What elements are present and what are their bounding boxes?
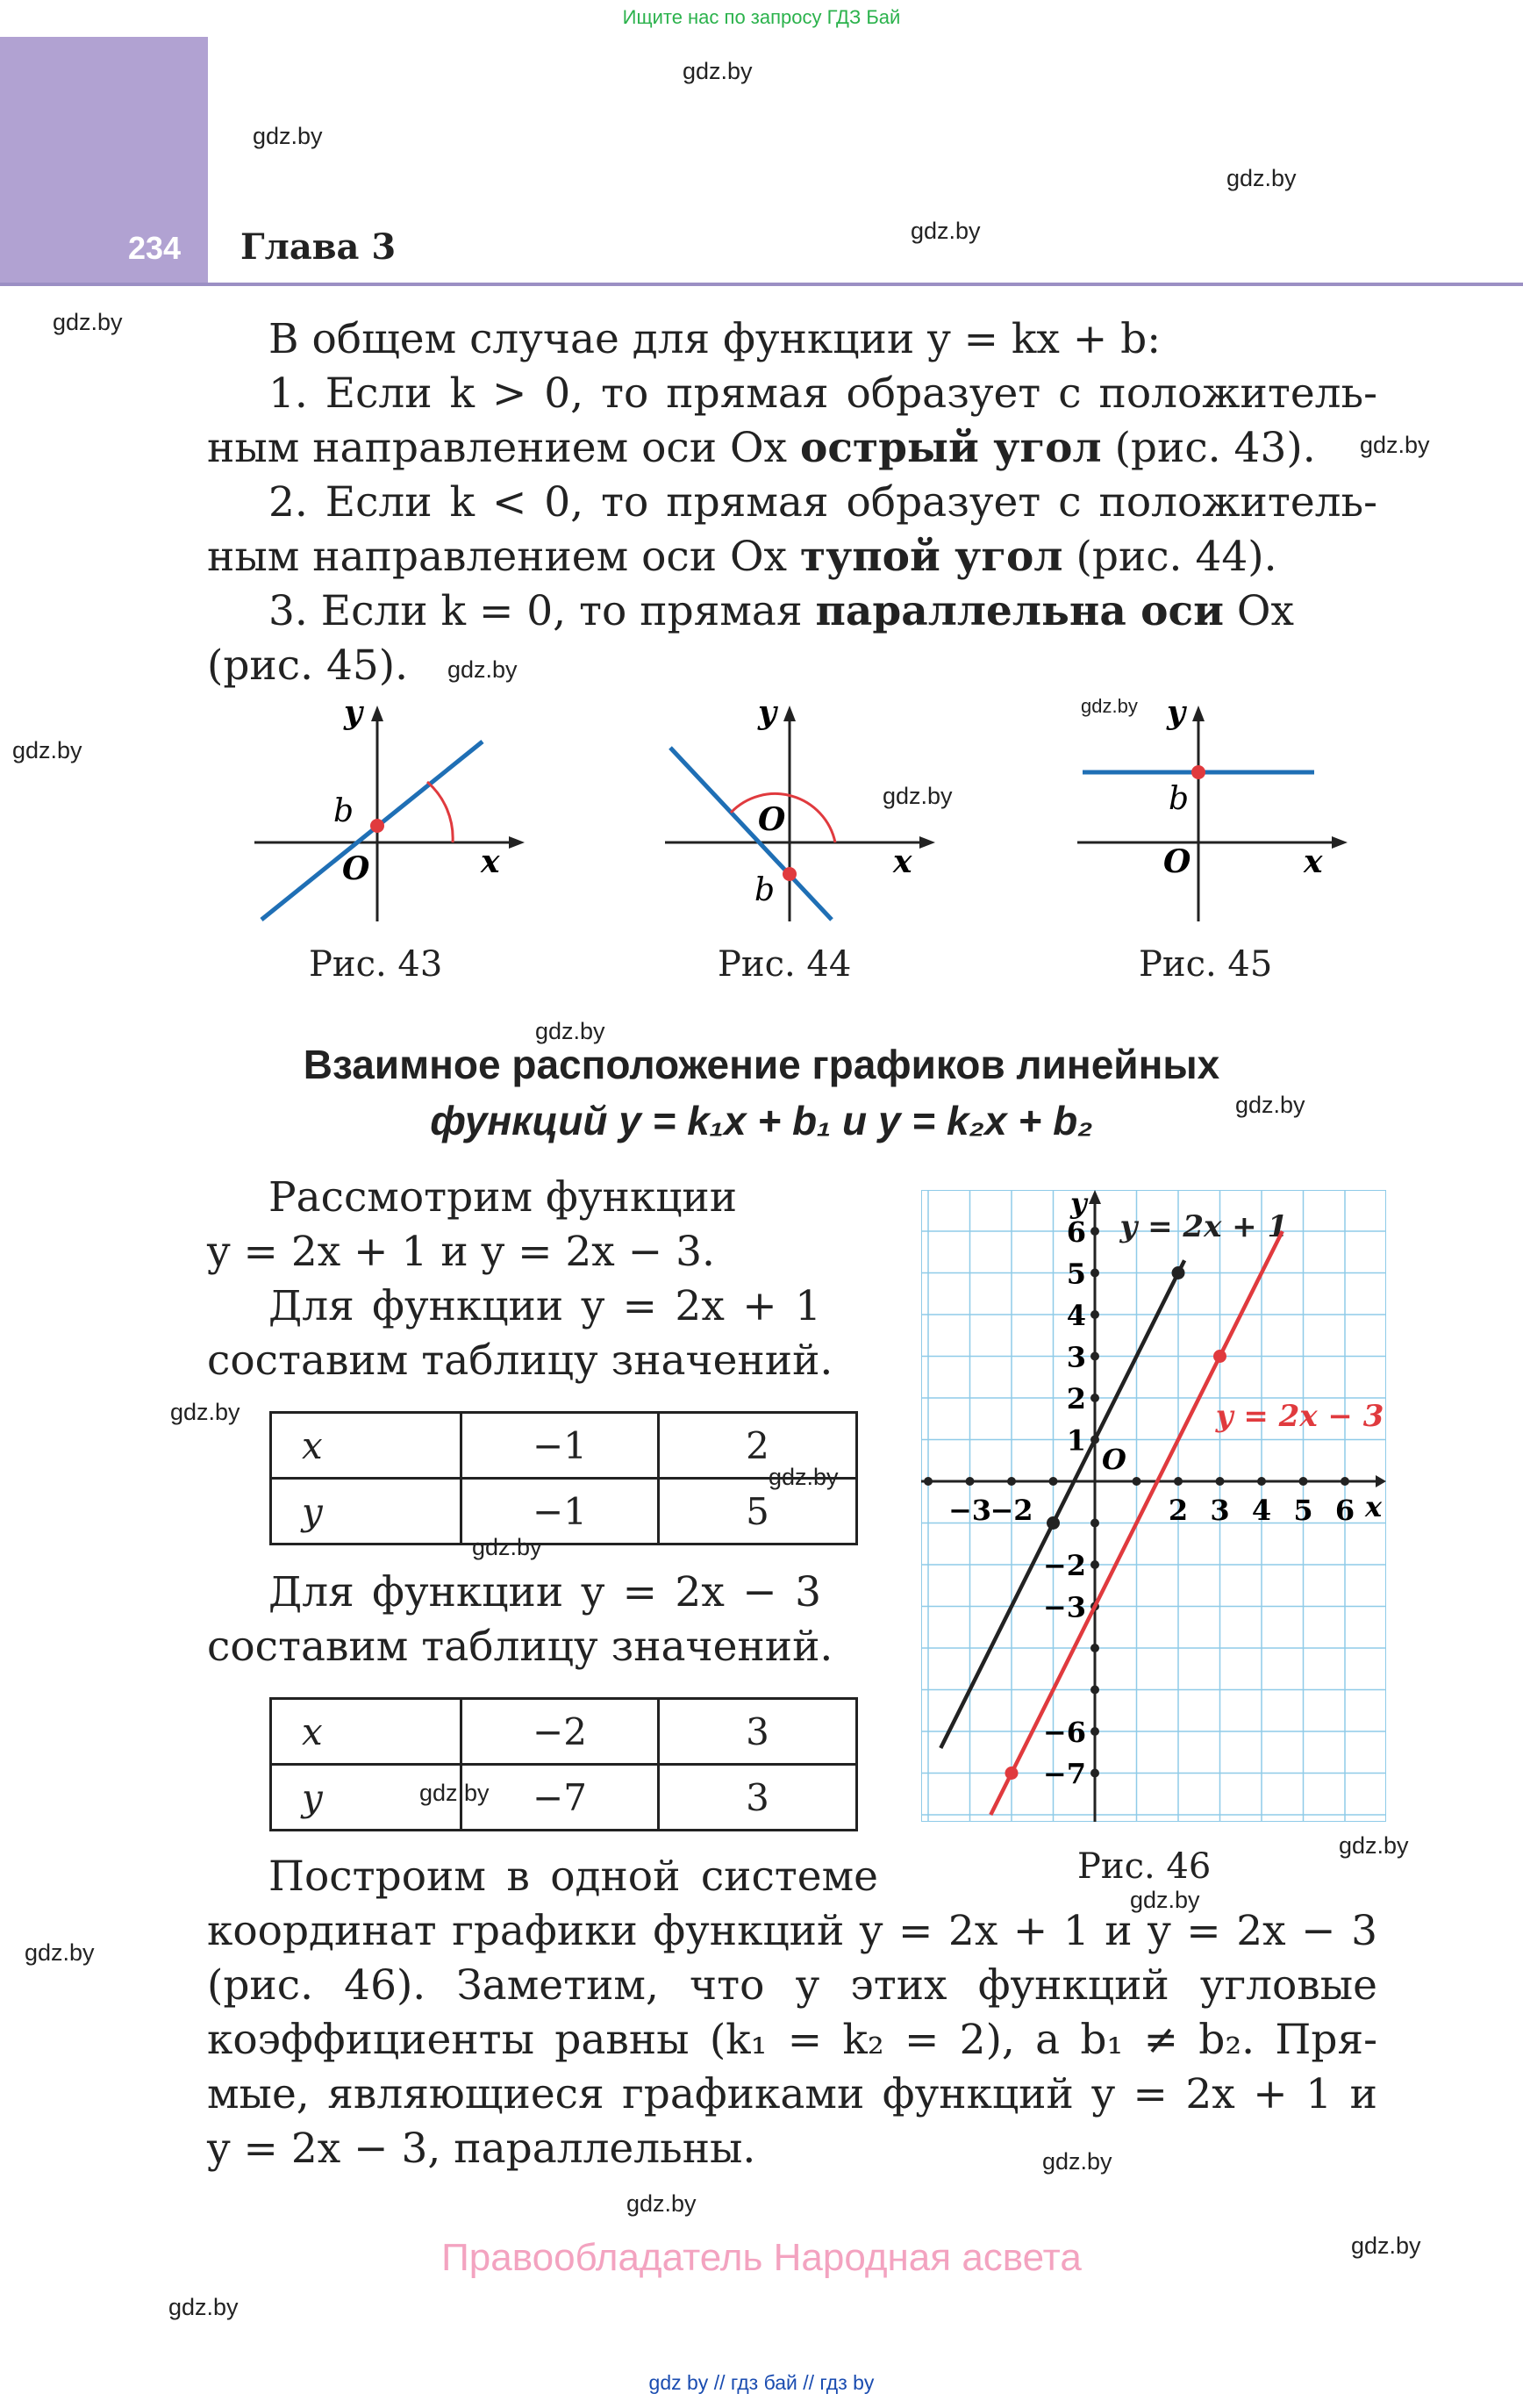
watermark: gdz.by (883, 783, 953, 809)
x-tick (1174, 1477, 1183, 1486)
table-row (271, 1479, 857, 1544)
x-tick-label: −2 (990, 1494, 1033, 1527)
y-tick-label: 2 (1066, 1382, 1086, 1415)
text-line: 2. Если k < 0, то прямая образует с положитель- (268, 478, 1377, 527)
y-tick (1090, 1560, 1099, 1569)
y-arrow (371, 706, 383, 721)
text-span: 3. Если k = 0, то прямая (268, 587, 816, 635)
header-divider (0, 283, 1523, 286)
y-tick (1090, 1310, 1099, 1319)
x-tick (1007, 1477, 1016, 1486)
x-tick (1341, 1477, 1349, 1486)
y-tick-label: −2 (1042, 1549, 1086, 1582)
y-tick-label: −7 (1042, 1757, 1086, 1791)
x-tick-label: −3 (947, 1494, 992, 1527)
y-label: y (344, 694, 362, 731)
data-point (1213, 1350, 1226, 1363)
section-heading: Взаимное расположение графиков линейных (303, 1042, 1220, 1087)
x-tick-label: 3 (1210, 1494, 1230, 1527)
text-line (207, 530, 1277, 584)
watermark: gdz.by (12, 737, 82, 763)
text-line: 1. Если k > 0, то прямая образует с положитель- (268, 369, 1377, 418)
table-row (271, 1765, 857, 1831)
x-tick-label: 5 (1293, 1494, 1313, 1527)
text-line (268, 584, 1294, 639)
x-label: x (481, 843, 500, 880)
data-point (1005, 1767, 1019, 1780)
top-banner[interactable]: Ищите нас по запросу ГДЗ Бай (622, 6, 901, 28)
y-tick (1090, 1644, 1099, 1652)
watermark: gdz.by (626, 2190, 697, 2217)
watermark: gdz.by (1360, 432, 1430, 458)
y-tick-label: −3 (1042, 1590, 1086, 1624)
y-label: y (758, 694, 776, 731)
y-tick (1090, 1394, 1099, 1402)
watermark: gdz.by (911, 218, 981, 244)
text-span: Ox (1223, 587, 1294, 635)
watermark: gdz.by (447, 656, 518, 683)
watermark: gdz.by (1226, 165, 1297, 191)
x-tick (1216, 1477, 1225, 1486)
watermark: gdz.by (683, 58, 753, 84)
table-cell: 2 (659, 1413, 857, 1479)
x-arrow (509, 836, 525, 849)
y-tick-label: 6 (1066, 1215, 1086, 1249)
figure-caption: Рис. 46 (1077, 1846, 1212, 1887)
text-span: ным направлением оси Ox (207, 533, 800, 581)
origin-label: O (1163, 843, 1191, 880)
text-line: Для функции y = 2x + 1 (268, 1282, 821, 1330)
figure-caption: Рис. 44 (718, 944, 852, 985)
x-tick (924, 1477, 933, 1486)
table-cell: −7 (461, 1765, 659, 1831)
function-line (261, 742, 483, 920)
text-line: (рис. 45). (207, 641, 409, 690)
section-heading: функций y = k₁x + b₁ и y = k₂x + b₂ (430, 1098, 1093, 1143)
text-line (207, 421, 1316, 476)
watermark: gdz.by (1130, 1887, 1200, 1913)
watermark: gdz.by (472, 1534, 542, 1560)
x-tick (1133, 1477, 1141, 1486)
text-line: координат графики функций y = 2x + 1 и y = 2x − 3 (207, 1907, 1377, 1955)
bold-term: тупой угол (799, 533, 1063, 581)
x-tick (1257, 1477, 1266, 1486)
x-tick (966, 1477, 975, 1486)
b-label: b (754, 872, 776, 908)
text-line: В общем случае для функции y = kx + b: (268, 315, 1162, 363)
text-line: y = 2x + 1 и y = 2x − 3. (207, 1228, 715, 1276)
text-line: (рис. 46). Заметим, что у этих функций угловые (207, 1961, 1377, 2010)
text-line: Построим в одной системе (268, 1853, 878, 1901)
text-span: (рис. 43). (1101, 424, 1316, 472)
y-label: y (1167, 694, 1185, 731)
table-cell: y (271, 1765, 461, 1831)
y-axis-label: y (1070, 1190, 1087, 1220)
x-axis-label: x (1365, 1490, 1383, 1523)
watermark: gdz.by (769, 1464, 839, 1490)
bold-term: параллельна оси (815, 587, 1224, 635)
intercept-point (783, 867, 797, 881)
watermark: gdz.by (253, 123, 323, 149)
y-tick (1090, 1686, 1099, 1695)
origin-label: O (342, 850, 370, 887)
watermark: gdz.by (53, 309, 123, 335)
text-line: Рассмотрим функции (268, 1173, 738, 1222)
x-arrow (919, 836, 935, 849)
text-line: мые, являющиеся графиками функций y = 2x + 1 и (207, 2070, 1377, 2118)
text-line: коэффициенты равны (k₁ = k₂ = 2), а b₁ ≠ b₂. Пря- (207, 2016, 1377, 2064)
x-tick (1299, 1477, 1308, 1486)
y-arrow (783, 706, 796, 721)
watermark: gdz.by (535, 1018, 605, 1044)
intercept-point (1191, 765, 1205, 779)
bottom-links[interactable]: gdz by // гдз бай // гдз by (648, 2371, 875, 2394)
x-tick-label: 6 (1334, 1494, 1355, 1527)
chapter-title: Глава 3 (240, 226, 397, 268)
watermark: gdz.by (1339, 1832, 1409, 1859)
watermark: gdz.by (419, 1780, 490, 1806)
copyright-watermark: Правообладатель Народная асвета (441, 2236, 1082, 2279)
table-cell: x (271, 1413, 461, 1479)
watermark: gdz.by (1042, 2148, 1112, 2175)
table-cell: 3 (659, 1699, 857, 1765)
table-cell: −2 (461, 1699, 659, 1765)
figure-44 (656, 693, 937, 939)
origin-label: O (758, 801, 786, 838)
watermark: gdz.by (1351, 2232, 1421, 2259)
data-point (1172, 1266, 1185, 1279)
y-tick (1090, 1727, 1099, 1736)
y-arrow (1192, 706, 1205, 721)
x-tick (1049, 1477, 1058, 1486)
x-tick-label: 4 (1251, 1494, 1272, 1527)
y-tick-label: −6 (1042, 1716, 1086, 1749)
x-arrow (1332, 836, 1348, 849)
y-tick (1090, 1227, 1099, 1236)
text-line: Для функции y = 2x − 3 (268, 1568, 821, 1616)
data-point (1047, 1516, 1060, 1530)
watermark: gdz.by (1081, 695, 1138, 717)
intercept-point (370, 819, 384, 833)
y-tick (1090, 1769, 1099, 1778)
x-tick-label: 2 (1168, 1494, 1189, 1527)
y-tick-label: 1 (1066, 1423, 1086, 1458)
text-line: составим таблицу значений. (207, 1337, 833, 1385)
table-cell: 3 (659, 1765, 857, 1831)
b-label: b (1169, 781, 1190, 817)
figure-caption: Рис. 43 (309, 944, 443, 985)
watermark: gdz.by (170, 1399, 240, 1425)
table-row (271, 1413, 857, 1479)
text-span: ным направлением оси Ox (207, 424, 800, 472)
text-line: составим таблицу значений. (207, 1623, 833, 1671)
series-label: y = 2x − 3 (1215, 1398, 1384, 1434)
table-cell: 5 (659, 1479, 857, 1544)
series-label: y = 2x + 1 (1119, 1209, 1289, 1244)
table-cell: −1 (461, 1479, 659, 1544)
table-cell: y (271, 1479, 461, 1544)
y-tick (1090, 1269, 1099, 1278)
figure-45 (1069, 693, 1349, 939)
angle-arc (427, 782, 453, 842)
watermark: gdz.by (1235, 1092, 1305, 1118)
table-row (271, 1699, 857, 1765)
table-cell: −1 (461, 1413, 659, 1479)
y-tick (1090, 1352, 1099, 1361)
watermark: gdz.by (168, 2294, 239, 2320)
table-cell: x (271, 1699, 461, 1765)
bold-term: острый угол (799, 424, 1102, 472)
function-line (670, 748, 832, 920)
figure-43 (246, 693, 526, 939)
y-tick-label: 5 (1066, 1257, 1086, 1291)
y-tick-label: 3 (1066, 1340, 1086, 1374)
text-line: y = 2x − 3, параллельны. (207, 2125, 756, 2173)
text-span: (рис. 44). (1062, 533, 1277, 581)
x-label: x (893, 843, 912, 880)
page-number: 234 (128, 230, 182, 266)
figure-caption: Рис. 45 (1139, 944, 1273, 985)
y-tick (1090, 1519, 1099, 1528)
x-label: x (1304, 843, 1323, 880)
y-tick-label: 4 (1066, 1299, 1086, 1332)
origin-label: O (1102, 1443, 1126, 1476)
values-table-1 (269, 1411, 858, 1545)
values-table-2 (269, 1697, 858, 1831)
figure-46-chart (921, 1190, 1386, 1822)
watermark: gdz.by (25, 1939, 95, 1966)
b-label: b (333, 793, 354, 829)
